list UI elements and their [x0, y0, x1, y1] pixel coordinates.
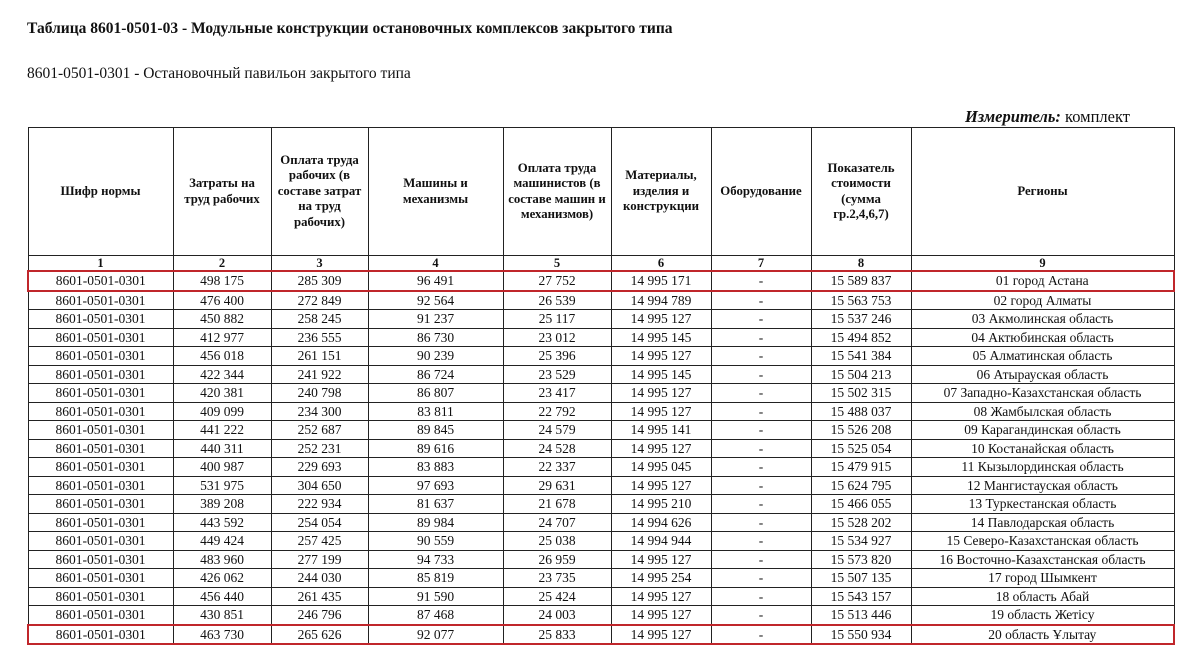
cell-operator-wages: 27 752 [503, 271, 611, 291]
cell-materials: 14 995 127 [611, 606, 711, 625]
cell-region: 06 Атырауская область [911, 365, 1174, 384]
cell-machinery: 83 883 [368, 458, 503, 477]
cell-region: 02 город Алматы [911, 291, 1174, 310]
cell-cost-indicator: 15 537 246 [811, 310, 911, 329]
cell-operator-wages: 25 833 [503, 625, 611, 645]
header-row [28, 128, 1174, 256]
cell-worker-wages: 236 555 [271, 328, 368, 347]
cell-worker-wages: 246 796 [271, 606, 368, 625]
table-row [28, 402, 1174, 421]
table-row [28, 458, 1174, 477]
cell-equipment: - [711, 291, 811, 310]
cell-operator-wages: 24 003 [503, 606, 611, 625]
cell-materials: 14 995 127 [611, 347, 711, 366]
table-row [28, 532, 1174, 551]
col-number: 7 [711, 256, 811, 272]
cell-machinery: 90 239 [368, 347, 503, 366]
cell-machinery: 89 845 [368, 421, 503, 440]
cell-region: 18 область Абай [911, 587, 1174, 606]
col-header-equipment: Оборудование [711, 128, 811, 256]
cell-labor-costs: 456 440 [173, 587, 271, 606]
cell-cost-indicator: 15 589 837 [811, 271, 911, 291]
column-number-row [28, 256, 1174, 272]
cell-operator-wages: 24 528 [503, 439, 611, 458]
cell-worker-wages: 277 199 [271, 550, 368, 569]
table-row [28, 347, 1174, 366]
cell-region: 15 Северо-Казахстанская область [911, 532, 1174, 551]
cell-norm-code: 8601-0501-0301 [28, 532, 173, 551]
cell-operator-wages: 21 678 [503, 495, 611, 514]
cell-norm-code: 8601-0501-0301 [28, 587, 173, 606]
cell-cost-indicator: 15 494 852 [811, 328, 911, 347]
table-subtitle: 8601-0501-0301 - Остановочный павильон закрытого типа [27, 65, 411, 82]
cell-region: 07 Западно-Казахстанская область [911, 384, 1174, 403]
cell-labor-costs: 440 311 [173, 439, 271, 458]
cell-worker-wages: 234 300 [271, 402, 368, 421]
cell-equipment: - [711, 347, 811, 366]
cell-cost-indicator: 15 541 384 [811, 347, 911, 366]
cell-labor-costs: 476 400 [173, 291, 271, 310]
cell-machinery: 87 468 [368, 606, 503, 625]
cell-labor-costs: 483 960 [173, 550, 271, 569]
cell-norm-code: 8601-0501-0301 [28, 402, 173, 421]
cell-labor-costs: 409 099 [173, 402, 271, 421]
cell-equipment: - [711, 625, 811, 645]
col-number: 5 [503, 256, 611, 272]
cell-labor-costs: 422 344 [173, 365, 271, 384]
cell-cost-indicator: 15 550 934 [811, 625, 911, 645]
cell-materials: 14 994 789 [611, 291, 711, 310]
cell-worker-wages: 261 435 [271, 587, 368, 606]
cell-machinery: 86 724 [368, 365, 503, 384]
cell-machinery: 91 590 [368, 587, 503, 606]
table-row [28, 365, 1174, 384]
cell-materials: 14 995 127 [611, 476, 711, 495]
cell-region: 12 Мангистауская область [911, 476, 1174, 495]
cell-labor-costs: 443 592 [173, 513, 271, 532]
cell-norm-code: 8601-0501-0301 [28, 384, 173, 403]
table-row [28, 606, 1174, 625]
col-number: 1 [28, 256, 173, 272]
cell-labor-costs: 430 851 [173, 606, 271, 625]
table-row [28, 550, 1174, 569]
cell-materials: 14 995 171 [611, 271, 711, 291]
cell-cost-indicator: 15 466 055 [811, 495, 911, 514]
cell-labor-costs: 426 062 [173, 569, 271, 588]
table-row [28, 421, 1174, 440]
cell-worker-wages: 258 245 [271, 310, 368, 329]
col-header-materials: Материалы, изделия и конструкции [611, 128, 711, 256]
col-header-operator-wages: Оплата труда машинистов (в составе машин и механизмов) [503, 128, 611, 256]
cell-machinery: 85 819 [368, 569, 503, 588]
cell-region: 14 Павлодарская область [911, 513, 1174, 532]
table-row [28, 476, 1174, 495]
cell-norm-code: 8601-0501-0301 [28, 606, 173, 625]
cell-cost-indicator: 15 502 315 [811, 384, 911, 403]
cell-machinery: 89 984 [368, 513, 503, 532]
cell-region: 09 Карагандинская область [911, 421, 1174, 440]
col-number: 6 [611, 256, 711, 272]
cell-cost-indicator: 15 479 915 [811, 458, 911, 477]
col-header-worker-wages: Оплата труда рабочих (в составе затрат на труд рабочих) [271, 128, 368, 256]
cell-equipment: - [711, 532, 811, 551]
cell-machinery: 97 693 [368, 476, 503, 495]
cell-worker-wages: 241 922 [271, 365, 368, 384]
cell-labor-costs: 450 882 [173, 310, 271, 329]
col-number: 9 [911, 256, 1174, 272]
cell-equipment: - [711, 458, 811, 477]
cell-materials: 14 995 145 [611, 365, 711, 384]
cell-cost-indicator: 15 528 202 [811, 513, 911, 532]
cell-materials: 14 994 626 [611, 513, 711, 532]
cell-worker-wages: 265 626 [271, 625, 368, 645]
cell-equipment: - [711, 402, 811, 421]
cell-operator-wages: 23 417 [503, 384, 611, 403]
cell-equipment: - [711, 495, 811, 514]
cell-region: 03 Акмолинская область [911, 310, 1174, 329]
cell-worker-wages: 257 425 [271, 532, 368, 551]
cell-materials: 14 995 127 [611, 550, 711, 569]
cell-worker-wages: 254 054 [271, 513, 368, 532]
cell-materials: 14 995 127 [611, 310, 711, 329]
cell-equipment: - [711, 328, 811, 347]
cell-materials: 14 995 145 [611, 328, 711, 347]
table-row [28, 291, 1174, 310]
col-number: 2 [173, 256, 271, 272]
cell-norm-code: 8601-0501-0301 [28, 328, 173, 347]
cell-materials: 14 995 045 [611, 458, 711, 477]
cell-worker-wages: 240 798 [271, 384, 368, 403]
cost-table [27, 127, 1175, 645]
cell-cost-indicator: 15 504 213 [811, 365, 911, 384]
cell-worker-wages: 252 687 [271, 421, 368, 440]
cell-materials: 14 995 254 [611, 569, 711, 588]
table-row [28, 587, 1174, 606]
cell-norm-code: 8601-0501-0301 [28, 458, 173, 477]
cell-materials: 14 995 127 [611, 384, 711, 403]
cell-labor-costs: 449 424 [173, 532, 271, 551]
cell-region: 13 Туркестанская область [911, 495, 1174, 514]
cell-machinery: 90 559 [368, 532, 503, 551]
cell-region: 01 город Астана [911, 271, 1174, 291]
cell-machinery: 86 807 [368, 384, 503, 403]
cell-materials: 14 994 944 [611, 532, 711, 551]
cell-equipment: - [711, 365, 811, 384]
cell-operator-wages: 24 707 [503, 513, 611, 532]
cell-materials: 14 995 141 [611, 421, 711, 440]
cell-equipment: - [711, 587, 811, 606]
cell-worker-wages: 244 030 [271, 569, 368, 588]
col-header-regions: Регионы [911, 128, 1174, 256]
cell-operator-wages: 23 012 [503, 328, 611, 347]
cell-materials: 14 995 210 [611, 495, 711, 514]
table-body [28, 271, 1174, 644]
cell-labor-costs: 463 730 [173, 625, 271, 645]
cell-materials: 14 995 127 [611, 402, 711, 421]
cell-cost-indicator: 15 624 795 [811, 476, 911, 495]
cell-labor-costs: 389 208 [173, 495, 271, 514]
cell-operator-wages: 22 337 [503, 458, 611, 477]
cell-region: 05 Алматинская область [911, 347, 1174, 366]
cell-norm-code: 8601-0501-0301 [28, 271, 173, 291]
cell-norm-code: 8601-0501-0301 [28, 495, 173, 514]
table-row [28, 625, 1174, 645]
cell-cost-indicator: 15 526 208 [811, 421, 911, 440]
cell-machinery: 91 237 [368, 310, 503, 329]
col-number: 8 [811, 256, 911, 272]
table-row [28, 310, 1174, 329]
cell-cost-indicator: 15 507 135 [811, 569, 911, 588]
cell-region: 20 область Ұлытау [911, 625, 1174, 645]
cell-machinery: 92 564 [368, 291, 503, 310]
cell-equipment: - [711, 439, 811, 458]
cell-worker-wages: 252 231 [271, 439, 368, 458]
col-number: 4 [368, 256, 503, 272]
cell-equipment: - [711, 606, 811, 625]
cell-materials: 14 995 127 [611, 587, 711, 606]
cell-norm-code: 8601-0501-0301 [28, 421, 173, 440]
table-row [28, 439, 1174, 458]
cell-norm-code: 8601-0501-0301 [28, 291, 173, 310]
cell-labor-costs: 531 975 [173, 476, 271, 495]
cell-operator-wages: 29 631 [503, 476, 611, 495]
cell-equipment: - [711, 476, 811, 495]
cell-operator-wages: 25 038 [503, 532, 611, 551]
cell-machinery: 92 077 [368, 625, 503, 645]
cell-equipment: - [711, 384, 811, 403]
cell-cost-indicator: 15 525 054 [811, 439, 911, 458]
unit-of-measure-label: Измеритель: [964, 107, 1061, 126]
cell-labor-costs: 420 381 [173, 384, 271, 403]
cell-labor-costs: 441 222 [173, 421, 271, 440]
col-header-cost-indicator: Показатель стоимости (сумма гр.2,4,6,7) [811, 128, 911, 256]
cell-cost-indicator: 15 534 927 [811, 532, 911, 551]
cell-norm-code: 8601-0501-0301 [28, 476, 173, 495]
table-row [28, 569, 1174, 588]
col-header-labor-costs: Затраты на труд рабочих [173, 128, 271, 256]
cell-norm-code: 8601-0501-0301 [28, 569, 173, 588]
cell-operator-wages: 23 735 [503, 569, 611, 588]
table-row [28, 271, 1174, 291]
cell-operator-wages: 24 579 [503, 421, 611, 440]
cell-operator-wages: 26 539 [503, 291, 611, 310]
table-row [28, 495, 1174, 514]
cell-norm-code: 8601-0501-0301 [28, 439, 173, 458]
cell-region: 04 Актюбинская область [911, 328, 1174, 347]
table-row [28, 513, 1174, 532]
cell-norm-code: 8601-0501-0301 [28, 310, 173, 329]
cell-region: 11 Кызылординская область [911, 458, 1174, 477]
cell-norm-code: 8601-0501-0301 [28, 625, 173, 645]
cell-operator-wages: 23 529 [503, 365, 611, 384]
table-row [28, 328, 1174, 347]
col-header-machinery: Машины и механизмы [368, 128, 503, 256]
cell-worker-wages: 272 849 [271, 291, 368, 310]
cell-operator-wages: 22 792 [503, 402, 611, 421]
cell-region: 08 Жамбылская область [911, 402, 1174, 421]
cell-equipment: - [711, 310, 811, 329]
cell-region: 17 город Шымкент [911, 569, 1174, 588]
cell-norm-code: 8601-0501-0301 [28, 550, 173, 569]
cell-region: 19 область Жетісу [911, 606, 1174, 625]
col-header-norm-code: Шифр нормы [28, 128, 173, 256]
cell-cost-indicator: 15 543 157 [811, 587, 911, 606]
table-row [28, 384, 1174, 403]
cell-worker-wages: 304 650 [271, 476, 368, 495]
cell-equipment: - [711, 421, 811, 440]
cell-region: 10 Костанайская область [911, 439, 1174, 458]
cell-worker-wages: 222 934 [271, 495, 368, 514]
unit-of-measure-value: комплект [1060, 107, 1130, 126]
cell-worker-wages: 285 309 [271, 271, 368, 291]
cell-norm-code: 8601-0501-0301 [28, 347, 173, 366]
col-number: 3 [271, 256, 368, 272]
cell-operator-wages: 26 959 [503, 550, 611, 569]
cell-cost-indicator: 15 573 820 [811, 550, 911, 569]
table-title: Таблица 8601-0501-03 - Модульные конструкции остановочных комплексов закрытого типа [27, 20, 673, 37]
cell-machinery: 86 730 [368, 328, 503, 347]
cell-region: 16 Восточно-Казахстанская область [911, 550, 1174, 569]
cell-machinery: 81 637 [368, 495, 503, 514]
cell-materials: 14 995 127 [611, 439, 711, 458]
cell-worker-wages: 229 693 [271, 458, 368, 477]
cell-cost-indicator: 15 488 037 [811, 402, 911, 421]
cell-machinery: 83 811 [368, 402, 503, 421]
cell-operator-wages: 25 424 [503, 587, 611, 606]
cell-norm-code: 8601-0501-0301 [28, 513, 173, 532]
cell-equipment: - [711, 569, 811, 588]
cell-materials: 14 995 127 [611, 625, 711, 645]
cell-cost-indicator: 15 513 446 [811, 606, 911, 625]
cell-labor-costs: 412 977 [173, 328, 271, 347]
cell-worker-wages: 261 151 [271, 347, 368, 366]
cell-labor-costs: 498 175 [173, 271, 271, 291]
cell-machinery: 89 616 [368, 439, 503, 458]
cell-operator-wages: 25 117 [503, 310, 611, 329]
cell-labor-costs: 400 987 [173, 458, 271, 477]
cell-equipment: - [711, 513, 811, 532]
cell-equipment: - [711, 271, 811, 291]
cell-equipment: - [711, 550, 811, 569]
cell-operator-wages: 25 396 [503, 347, 611, 366]
cell-norm-code: 8601-0501-0301 [28, 365, 173, 384]
cell-labor-costs: 456 018 [173, 347, 271, 366]
cell-cost-indicator: 15 563 753 [811, 291, 911, 310]
cell-machinery: 96 491 [368, 271, 503, 291]
unit-of-measure [965, 107, 1130, 127]
cell-machinery: 94 733 [368, 550, 503, 569]
